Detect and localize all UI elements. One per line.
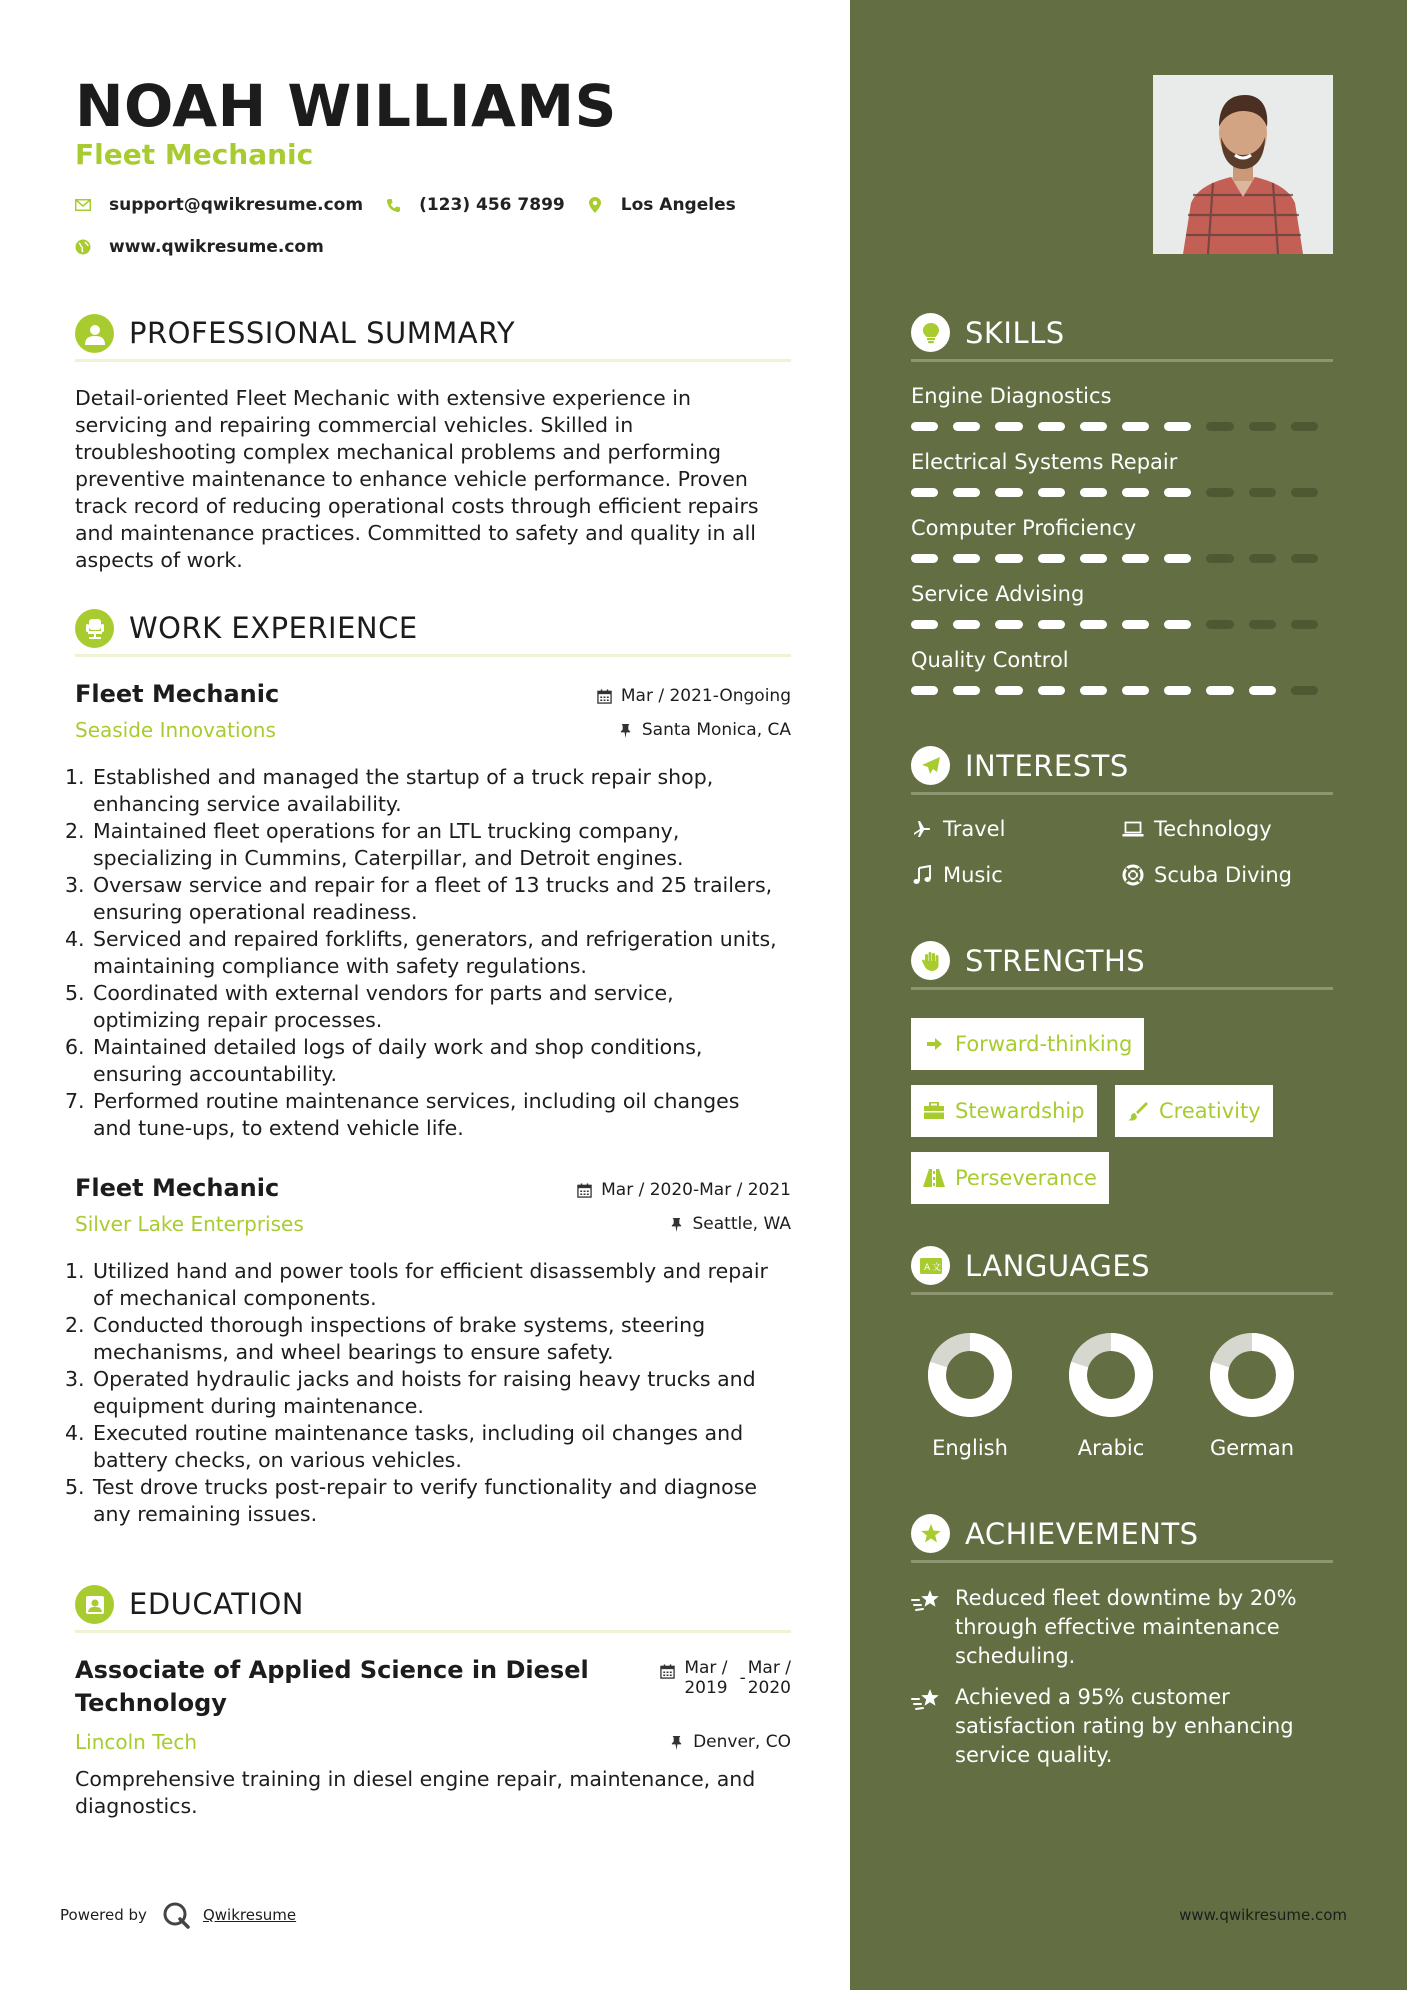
skill-dot	[1291, 422, 1318, 431]
skill-dot	[1206, 554, 1233, 563]
duty-item: 3. Oversaw service and repair for a fleet of 13 trucks and 25 trailers, ensuring operational readiness.	[65, 873, 773, 924]
skill-rating	[911, 422, 1333, 431]
skill-item	[911, 516, 1333, 563]
languages-section-header	[911, 1245, 1333, 1295]
plane-icon	[911, 818, 933, 840]
candidate-name: NOAH WILLIAMS	[75, 72, 617, 140]
skill-dot	[1249, 620, 1276, 629]
email-link[interactable]: support@qwikresume.com	[109, 195, 364, 215]
skill-item	[911, 582, 1333, 629]
skill-dot	[911, 554, 938, 563]
footer-powered	[60, 1900, 296, 1930]
duty-item: 3. Operated hydraulic jacks and hoists for raising heavy trucks and equipment during maintenance.	[65, 1367, 756, 1418]
skill-dot	[1122, 488, 1149, 497]
achievement-item: Achieved a 95% customer satisfaction rating by enhancing service quality.	[911, 1683, 1331, 1770]
map-marker-icon	[587, 197, 603, 213]
interest-item: Music	[911, 863, 1003, 887]
skill-dot	[1038, 422, 1065, 431]
skill-dot	[995, 422, 1022, 431]
skill-name: Electrical Systems Repair	[911, 450, 1178, 474]
job-date	[577, 1180, 791, 1200]
pushpin-icon	[669, 1735, 684, 1750]
qwikresume-link[interactable]: Qwikresume	[202, 1906, 297, 1924]
briefcase-icon	[923, 1100, 945, 1122]
skill-dot	[995, 686, 1022, 695]
skill-dot	[1291, 686, 1318, 695]
skill-dot	[995, 554, 1022, 563]
summary-line: preventive maintenance to enhance vehicle performance. Proven	[75, 467, 748, 491]
arrow-right-icon	[923, 1033, 945, 1055]
duty-item: 5. Test drove trucks post-repair to verify functionality and diagnose any remaining issues.	[65, 1475, 757, 1526]
calendar-icon	[577, 1183, 592, 1198]
summary-line: Detail-oriented Fleet Mechanic with extensive experience in	[75, 386, 691, 410]
duty-item: 5. Coordinated with external vendors for parts and service, optimizing repair processes.	[65, 981, 674, 1032]
skill-dot	[911, 686, 938, 695]
skill-dot	[1249, 554, 1276, 563]
skill-dot	[953, 422, 980, 431]
summary-line: track record of reducing operational costs through efficient repairs	[75, 494, 759, 518]
interest-item: Travel	[911, 817, 1005, 841]
job-date-text: Mar / 2021-Ongoing	[620, 686, 791, 706]
interests-section-header	[911, 745, 1333, 795]
calendar-icon	[660, 1664, 675, 1679]
interest-item: Scuba Diving	[1122, 863, 1292, 887]
summary-section-header	[75, 312, 791, 362]
date-start: Mar /	[684, 1658, 728, 1678]
skill-dot	[1080, 620, 1107, 629]
skill-dot	[1122, 620, 1149, 629]
summary-line: servicing and repairing commercial vehicles. Skilled in	[75, 413, 634, 437]
skill-dot	[1249, 686, 1276, 695]
language-level-ring	[1068, 1332, 1154, 1418]
phone-number[interactable]: (123) 456 7899	[419, 195, 565, 215]
calendar-icon	[597, 689, 612, 704]
paint-brush-icon	[1127, 1100, 1149, 1122]
duty-item: 4. Executed routine maintenance tasks, including oil changes and battery checks, on various vehicles.	[65, 1421, 744, 1472]
skill-rating	[911, 488, 1333, 497]
skill-dot	[1122, 422, 1149, 431]
education-section-header	[75, 1583, 791, 1633]
skill-dot	[1038, 554, 1065, 563]
strengths-heading: STRENGTHS	[965, 944, 1146, 978]
education-description: Comprehensive training in diesel engine repair, maintenance, and diagnostics.	[75, 1767, 756, 1818]
strength-tag: Forward-thinking	[911, 1018, 1144, 1070]
language-level-ring	[927, 1332, 1013, 1418]
road-icon	[923, 1167, 945, 1189]
skill-dot	[1164, 686, 1191, 695]
date-start: 2019	[684, 1678, 728, 1698]
job-location-text: Seattle, WA	[692, 1214, 791, 1234]
skill-item	[911, 384, 1333, 431]
music-note-icon	[911, 864, 933, 886]
skill-dot	[953, 686, 980, 695]
interests-heading: INTERESTS	[965, 749, 1129, 783]
skill-dot	[953, 488, 980, 497]
laptop-icon	[1122, 818, 1144, 840]
skill-dot	[1164, 620, 1191, 629]
experience-heading: WORK EXPERIENCE	[129, 611, 418, 645]
duty-item: 2. Maintained fleet operations for an LTL trucking company, specializing in Cummins, Caterpillar, and Detroit engines.	[65, 819, 684, 870]
skill-dot	[1206, 686, 1233, 695]
globe-icon	[75, 239, 91, 255]
lightbulb-icon	[911, 313, 950, 352]
summary-line: aspects of work.	[75, 548, 243, 572]
date-end: Mar /	[747, 1658, 791, 1678]
job-location-text: Santa Monica, CA	[641, 720, 791, 740]
star-badge-icon	[911, 1514, 950, 1553]
date-separator: -	[739, 1668, 746, 1688]
skill-dot	[1038, 488, 1065, 497]
language-item	[1207, 1332, 1297, 1460]
school-location-text: Denver, CO	[693, 1732, 791, 1752]
graduate-icon	[75, 1585, 114, 1624]
school-location	[669, 1732, 791, 1752]
translate-icon	[911, 1246, 950, 1285]
skill-dot	[1038, 686, 1065, 695]
skill-dot	[1080, 686, 1107, 695]
phone-icon	[385, 197, 401, 213]
skills-section-header	[911, 312, 1333, 362]
job-date	[597, 686, 791, 706]
paper-plane-icon	[911, 746, 950, 785]
skill-rating	[911, 686, 1333, 695]
skill-dot	[1206, 488, 1233, 497]
language-name: English	[932, 1436, 1008, 1460]
profile-photo	[1153, 75, 1333, 254]
duty-item: 6. Maintained detailed logs of daily work and shop conditions, ensuring accountability.	[65, 1035, 703, 1086]
location-text: Los Angeles	[620, 195, 736, 215]
skill-dot	[1249, 488, 1276, 497]
skills-heading: SKILLS	[965, 316, 1065, 350]
skill-dot	[953, 620, 980, 629]
degree-title	[75, 1654, 595, 1720]
summary-line: and maintenance practices. Committed to safety and quality in all	[75, 521, 756, 545]
job-location	[618, 720, 791, 740]
job-location	[669, 1214, 792, 1234]
contact-block	[75, 192, 795, 276]
languages-heading: LANGUAGES	[965, 1249, 1151, 1283]
website-link[interactable]: www.qwikresume.com	[109, 237, 324, 257]
skill-rating	[911, 554, 1333, 563]
job-duties	[65, 1258, 805, 1528]
summary-heading: PROFESSIONAL SUMMARY	[129, 316, 516, 350]
date-end: 2020	[747, 1678, 791, 1698]
envelope-icon	[75, 197, 91, 213]
skill-dot	[1249, 422, 1276, 431]
svg-text:文: 文	[931, 1262, 941, 1273]
interest-item: Technology	[1122, 817, 1272, 841]
skill-rating	[911, 620, 1333, 629]
company-name: Seaside Innovations	[75, 718, 276, 742]
life-ring-icon	[1122, 864, 1144, 886]
skill-dot	[911, 488, 938, 497]
strength-tag: Stewardship	[911, 1085, 1097, 1137]
svg-text:A: A	[923, 1262, 930, 1273]
school-name: Lincoln Tech	[75, 1730, 197, 1754]
strengths-section-header	[911, 940, 1333, 990]
duty-item: 7. Performed routine maintenance services, including oil changes and tune-ups, to extend vehicle life.	[65, 1089, 740, 1140]
summary-line: troubleshooting complex mechanical problems and performing	[75, 440, 722, 464]
user-icon	[75, 314, 114, 353]
skill-dot	[1164, 554, 1191, 563]
strength-tag: Perseverance	[911, 1152, 1109, 1204]
skill-dot	[995, 620, 1022, 629]
degree-line: Technology	[75, 1689, 227, 1717]
skill-dot	[1291, 488, 1318, 497]
pushpin-icon	[669, 1217, 684, 1232]
skill-dot	[911, 620, 938, 629]
skill-dot	[1080, 422, 1107, 431]
duty-item: 1. Established and managed the startup of a truck repair shop, enhancing service availability.	[65, 765, 714, 816]
skill-dot	[1206, 422, 1233, 431]
shooting-star-icon	[911, 1687, 943, 1713]
skill-name: Quality Control	[911, 648, 1069, 672]
job-title: Fleet Mechanic	[75, 1174, 280, 1202]
skill-dot	[1291, 620, 1318, 629]
skill-dot	[1122, 686, 1149, 695]
skill-dot	[1164, 422, 1191, 431]
qwikresume-logo-icon	[161, 1900, 191, 1930]
skill-dot	[1206, 620, 1233, 629]
experience-section-header	[75, 607, 791, 657]
skill-dot	[1038, 620, 1065, 629]
education-heading: EDUCATION	[129, 1587, 305, 1621]
skill-dot	[1080, 554, 1107, 563]
raised-hand-icon	[911, 941, 950, 980]
education-date	[660, 1658, 791, 1698]
skill-dot	[1164, 488, 1191, 497]
duty-item: 2. Conducted thorough inspections of brake systems, steering mechanisms, and wheel bearings to ensure safety.	[65, 1313, 706, 1364]
skill-dot	[1122, 554, 1149, 563]
duty-item: 1. Utilized hand and power tools for efficient disassembly and repair of mechanical components.	[65, 1259, 768, 1310]
skill-dot	[911, 422, 938, 431]
duty-item: 4. Serviced and repaired forklifts, generators, and refrigeration units, maintaining compliance with safety regulations.	[65, 927, 777, 978]
achievements-heading: ACHIEVEMENTS	[965, 1517, 1199, 1551]
strength-tag: Creativity	[1115, 1085, 1273, 1137]
degree-line: Associate of Applied Science in Diesel	[75, 1656, 589, 1684]
skill-item	[911, 648, 1333, 695]
skill-dot	[1080, 488, 1107, 497]
achievements-section-header	[911, 1513, 1333, 1563]
skill-name: Engine Diagnostics	[911, 384, 1112, 408]
language-item	[925, 1332, 1015, 1460]
chair-icon	[75, 609, 114, 648]
language-level-ring	[1209, 1332, 1295, 1418]
skill-dot	[995, 488, 1022, 497]
company-name: Silver Lake Enterprises	[75, 1212, 304, 1236]
summary-text	[75, 385, 795, 574]
footer-url[interactable]: www.qwikresume.com	[1179, 1906, 1347, 1924]
language-name: Arabic	[1077, 1436, 1145, 1460]
skill-dot	[953, 554, 980, 563]
shooting-star-icon	[911, 1588, 943, 1614]
skill-dot	[1291, 554, 1318, 563]
job-title: Fleet Mechanic	[75, 680, 280, 708]
skill-name: Computer Proficiency	[911, 516, 1137, 540]
powered-by-label: Powered by	[60, 1906, 147, 1924]
candidate-title: Fleet Mechanic	[75, 138, 314, 171]
achievement-item: Reduced fleet downtime by 20% through effective maintenance scheduling.	[911, 1584, 1331, 1671]
pushpin-icon	[618, 723, 633, 738]
skill-name: Service Advising	[911, 582, 1085, 606]
job-date-text: Mar / 2020-Mar / 2021	[601, 1180, 791, 1200]
job-duties	[65, 764, 805, 1142]
skill-item	[911, 450, 1333, 497]
language-item	[1066, 1332, 1156, 1460]
language-name: German	[1209, 1436, 1295, 1460]
